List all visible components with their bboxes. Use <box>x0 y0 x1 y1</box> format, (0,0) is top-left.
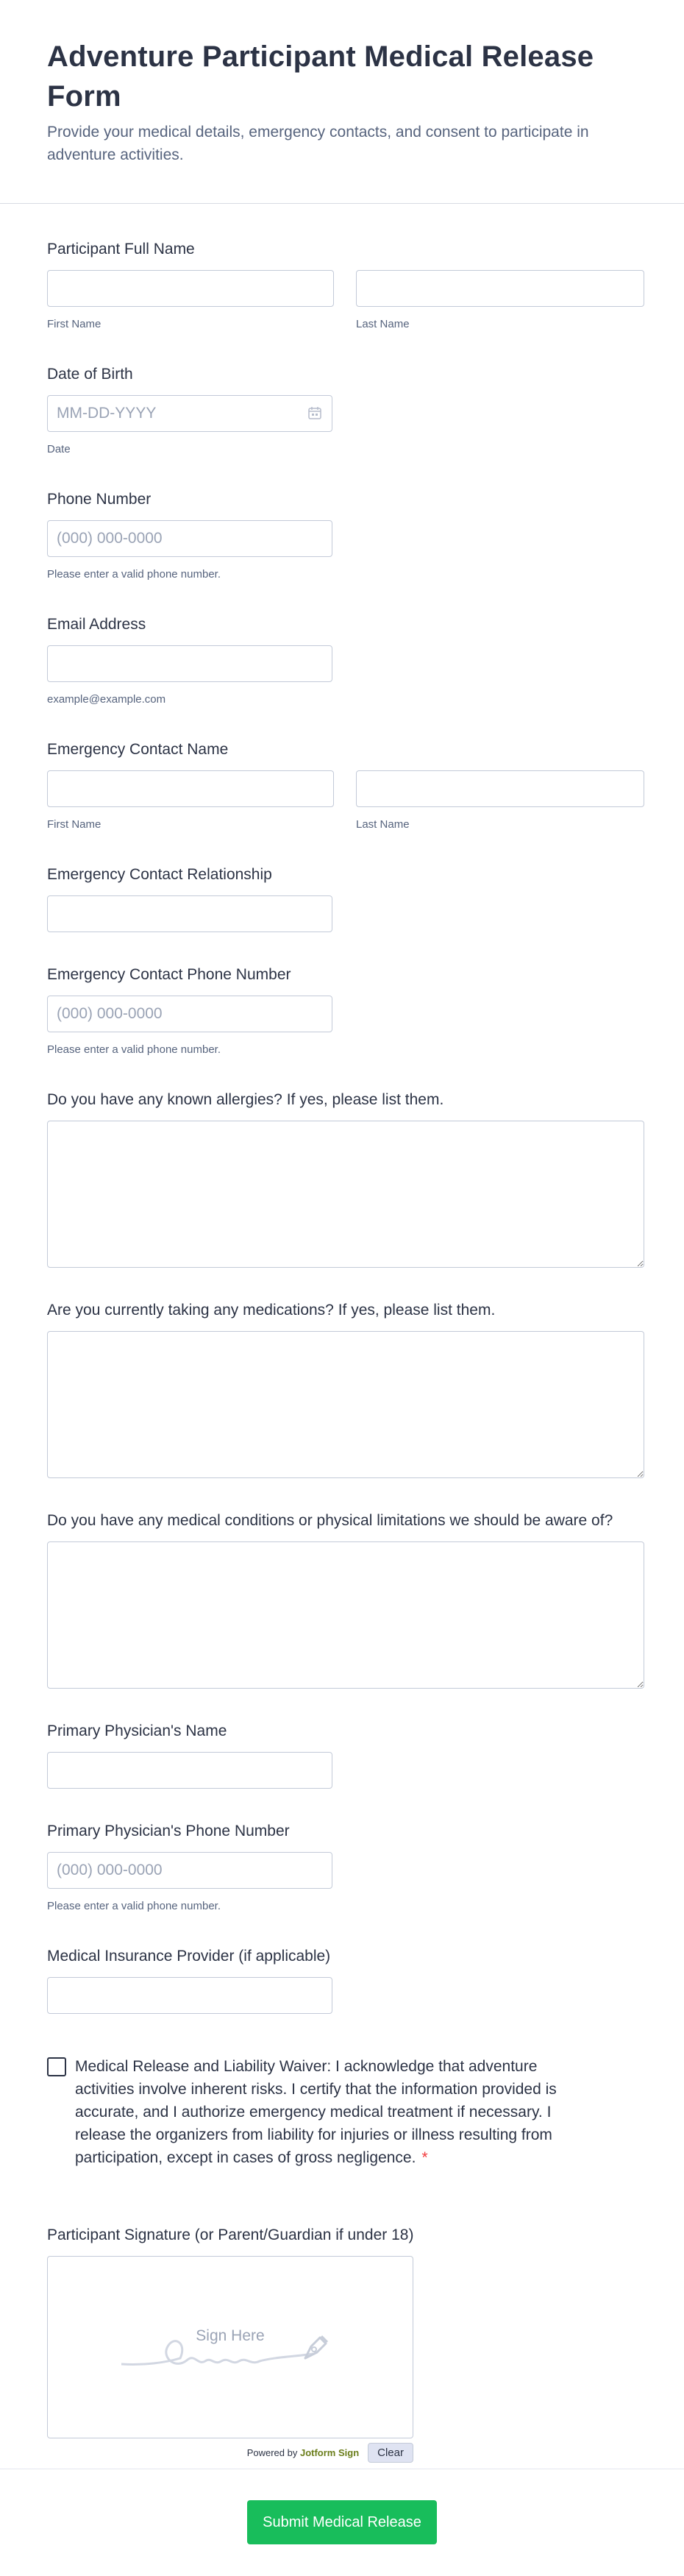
email-label: Email Address <box>47 616 146 633</box>
ec-relationship-field <box>47 865 637 932</box>
dob-input-wrapper <box>47 395 332 432</box>
medications-field <box>47 1300 637 1478</box>
waiver-field <box>47 2055 637 2169</box>
physician-name-field <box>47 1721 637 1789</box>
powered-by-text: Powered by Jotform Sign <box>246 2447 360 2458</box>
full-name-label: Participant Full Name <box>47 241 195 258</box>
medications-textarea[interactable] <box>47 1331 644 1478</box>
dob-label: Date of Birth <box>47 366 133 383</box>
ec-phone-label: Emergency Contact Phone Number <box>47 966 291 983</box>
signature-placeholder: Sign Here <box>196 2327 265 2344</box>
pen-nib-icon <box>301 2330 333 2363</box>
form-header <box>0 0 684 204</box>
full-name-field <box>47 239 637 332</box>
ec-relationship-label: Emergency Contact Relationship <box>47 866 272 883</box>
allergies-textarea[interactable] <box>47 1121 644 1268</box>
conditions-label: Do you have any medical conditions or physical limitations we should be aware of? <box>47 1512 613 1529</box>
last-name-sublabel: Last Name <box>356 318 410 330</box>
form-footer <box>0 2469 684 2576</box>
insurance-field <box>47 1946 637 2014</box>
medications-label: Are you currently taking any medications? If yes, please list them. <box>47 1302 496 1319</box>
signature-field <box>47 2225 637 2463</box>
allergies-label: Do you have any known allergies? If yes, please list them. <box>47 1091 444 1108</box>
form-body <box>0 239 684 2463</box>
physician-phone-field <box>47 1821 637 1914</box>
physician-name-input[interactable] <box>47 1752 332 1789</box>
signature-pad[interactable] <box>47 2256 413 2438</box>
waiver-text: Medical Release and Liability Waiver: I acknowledge that adventure activities involve inherent risks. I certify that the information provided is accurate, and I authorize emergency medical treatment if necessary. I release the organizers from liability for injuries or illness resulting from participation, except in cases of gross negligence. <box>75 2058 557 2166</box>
clear-signature-button[interactable]: Clear <box>368 2443 413 2463</box>
dob-sublabel: Date <box>47 443 71 455</box>
page-subtitle: Provide your medical details, emergency contacts, and consent to participate in adventure activities. <box>47 124 589 163</box>
phone-field <box>47 489 637 582</box>
insurance-input[interactable] <box>47 1977 332 2014</box>
ec-phone-input[interactable] <box>47 996 332 1032</box>
email-input[interactable] <box>47 645 332 682</box>
waiver-text-block <box>75 2055 583 2169</box>
email-sublabel: example@example.com <box>47 693 166 706</box>
conditions-textarea[interactable] <box>47 1541 644 1689</box>
ec-phone-sublabel: Please enter a valid phone number. <box>47 1043 221 1056</box>
submit-button[interactable]: Submit Medical Release <box>247 2500 437 2544</box>
ec-last-name-sublabel: Last Name <box>356 818 410 831</box>
dob-input[interactable] <box>47 395 332 432</box>
calendar-icon[interactable] <box>307 405 322 420</box>
waiver-checkbox[interactable] <box>47 2057 66 2076</box>
page-title: Adventure Participant Medical Release Form <box>47 40 594 113</box>
required-asterisk: * <box>421 2149 428 2166</box>
signature-label: Participant Signature (or Parent/Guardian if under 18) <box>47 2226 414 2243</box>
ec-relationship-input[interactable] <box>47 895 332 932</box>
allergies-field <box>47 1090 637 1268</box>
ec-last-name-input[interactable] <box>356 770 644 807</box>
signature-footer <box>47 2443 413 2463</box>
jotform-sign-brand: Jotform Sign <box>299 2447 360 2458</box>
physician-phone-input[interactable] <box>47 1852 332 1889</box>
ec-name-label: Emergency Contact Name <box>47 741 229 758</box>
ec-phone-field <box>47 965 637 1057</box>
conditions-field <box>47 1511 637 1689</box>
first-name-input[interactable] <box>47 270 334 307</box>
phone-input[interactable] <box>47 520 332 557</box>
physician-phone-sublabel: Please enter a valid phone number. <box>47 1900 221 1912</box>
insurance-label: Medical Insurance Provider (if applicable) <box>47 1948 331 1965</box>
last-name-input[interactable] <box>356 270 644 307</box>
first-name-sublabel: First Name <box>47 318 101 330</box>
physician-name-label: Primary Physician's Name <box>47 1722 227 1739</box>
phone-sublabel: Please enter a valid phone number. <box>47 568 221 581</box>
phone-label: Phone Number <box>47 491 152 508</box>
ec-first-name-sublabel: First Name <box>47 818 101 831</box>
ec-name-field <box>47 739 637 832</box>
ec-first-name-input[interactable] <box>47 770 334 807</box>
physician-phone-label: Primary Physician's Phone Number <box>47 1823 290 1839</box>
dob-field <box>47 364 637 457</box>
email-field <box>47 614 637 707</box>
